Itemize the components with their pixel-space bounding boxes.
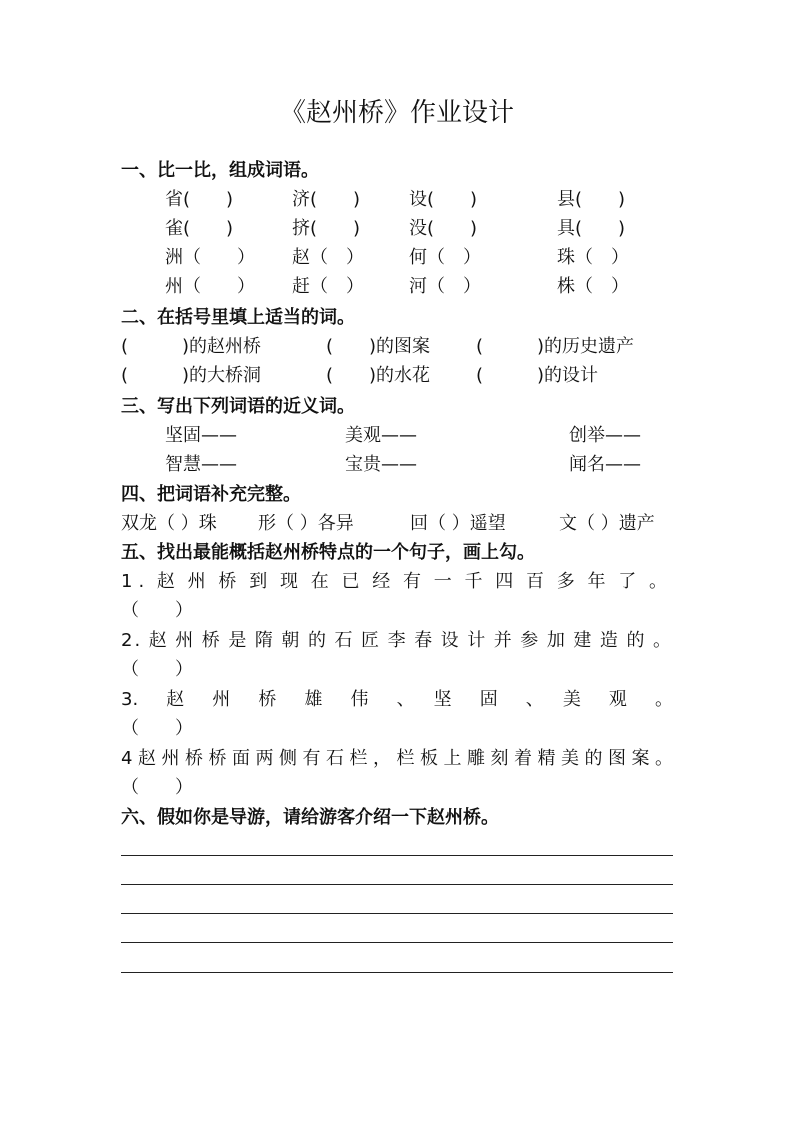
check-mark-4: （ ） (121, 777, 193, 798)
s1-cell: 没( ) (409, 218, 478, 239)
s1-cell: 雀( ) (165, 218, 234, 239)
section-5-heading: 五、找出最能概括赵州桥特点的一个句子，画上勾。 (121, 542, 535, 563)
s1-cell: 珠（ ） (557, 247, 629, 268)
s1-cell: 洲（ ） (165, 247, 255, 268)
sentence-3: 3. 赵 州 桥 雄 伟 、 坚 固 、 美 观 。 (121, 689, 673, 710)
section-6-heading: 六、假如你是导游，请给游客介绍一下赵州桥。 (121, 807, 499, 828)
s3-cell: 闻名—— (569, 454, 641, 475)
s1-cell: 县( ) (557, 189, 626, 210)
section-4-heading: 四、把词语补充完整。 (121, 484, 301, 505)
s3-cell: 创举—— (569, 425, 641, 446)
section-1-heading: 一、比一比，组成词语。 (121, 160, 319, 181)
s3-cell: 坚固—— (165, 425, 237, 446)
s1-cell: 河（ ） (409, 276, 481, 297)
answer-line (121, 855, 673, 856)
s1-cell: 挤( ) (292, 218, 361, 239)
s1-cell: 株（ ） (557, 276, 629, 297)
section-3-heading: 三、写出下列词语的近义词。 (121, 396, 355, 417)
sentence-4: 4赵州桥桥面两侧有石栏，栏板上雕刻着精美的图案。 (121, 748, 673, 769)
s2-cell: ( )的赵州桥 (121, 336, 262, 357)
page-title: 《赵州桥》作业设计 (279, 98, 514, 128)
check-mark-1: （ ） (121, 600, 193, 621)
answer-line (121, 942, 673, 943)
s3-cell: 宝贵—— (345, 454, 417, 475)
s4-item: 双龙（ ）珠 (121, 513, 217, 534)
section-2-heading: 二、在括号里填上适当的词。 (121, 307, 355, 328)
s1-cell: 何（ ） (409, 247, 481, 268)
check-mark-2: （ ） (121, 659, 193, 680)
s1-cell: 赵（ ） (292, 247, 364, 268)
s1-cell: 州（ ） (165, 276, 255, 297)
s4-item: 文（ ）遗产 (559, 513, 655, 534)
answer-line (121, 972, 673, 973)
check-mark-3: （ ） (121, 718, 193, 739)
s2-cell: ( )的图案 (326, 336, 431, 357)
s1-cell: 设( ) (409, 189, 478, 210)
answer-line (121, 884, 673, 885)
s1-cell: 济( ) (292, 189, 361, 210)
s4-item: 形（ ）各异 (258, 513, 354, 534)
s2-cell: ( )的历史遗产 (476, 336, 635, 357)
s2-cell: ( )的水花 (326, 365, 431, 386)
s2-cell: ( )的设计 (476, 365, 599, 386)
s2-cell: ( )的大桥洞 (121, 365, 262, 386)
answer-line (121, 913, 673, 914)
s1-cell: 赶（ ） (292, 276, 364, 297)
s3-cell: 美观—— (345, 425, 417, 446)
s3-cell: 智慧—— (165, 454, 237, 475)
s1-cell: 省( ) (165, 189, 234, 210)
s1-cell: 具( ) (557, 218, 626, 239)
sentence-1: 1.赵州桥到现在已经有一千四百多年了。 (121, 571, 673, 592)
sentence-2: 2.赵州桥是隋朝的石匠李春设计并参加建造的。 (121, 630, 673, 651)
s4-item: 回（ ）遥望 (410, 513, 506, 534)
